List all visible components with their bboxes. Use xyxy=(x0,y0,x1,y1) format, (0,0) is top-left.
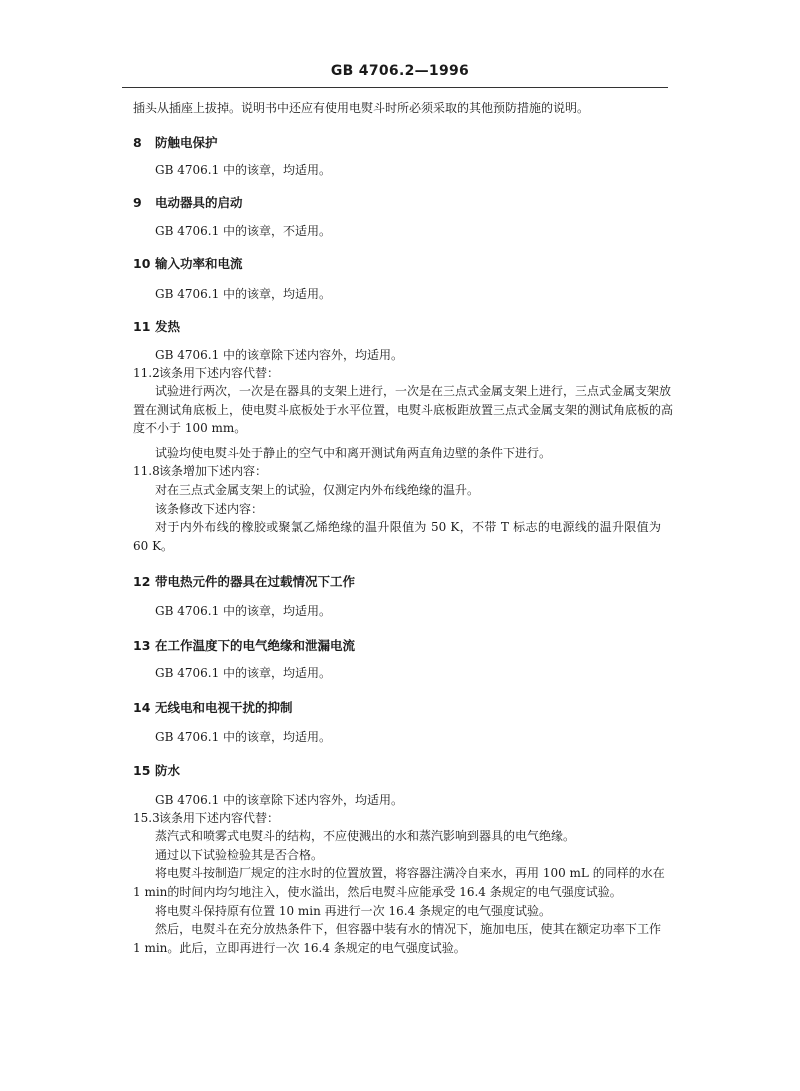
body-text-line: 蒸汽式和喷雾式电熨斗的结构，不应使溅出的水和蒸汽影响到器具的电气绝缘。 xyxy=(155,829,576,843)
clause-number: 15.3 xyxy=(133,811,160,825)
body-text-line: 将电熨斗保持原有位置 10 min 再进行一次 16.4 条规定的电气强度试验。 xyxy=(155,904,552,918)
body-text-line: 对于内外布线的橡胶或聚氯乙烯绝缘的温升限值为 50 K，不带 T 标志的电源线的温升限值为 xyxy=(155,520,661,534)
section-heading xyxy=(133,196,243,210)
section-title: 无线电和电视干扰的抑制 xyxy=(155,700,293,715)
body-text-line: 1 min。此后，立即再进行一次 16.4 条规定的电气强度试验。 xyxy=(133,941,466,955)
section-number: 10 xyxy=(133,256,151,271)
body-text-line: GB 4706.1 中的该章，均适用。 xyxy=(155,163,332,177)
section-title: 在工作温度下的电气绝缘和泄漏电流 xyxy=(155,638,356,653)
body-text-line: 度不小于 100 mm。 xyxy=(133,421,247,435)
section-title: 输入功率和电流 xyxy=(155,256,243,271)
section-number: 14 xyxy=(133,700,151,715)
body-text-line: GB 4706.1 中的该章，不适用。 xyxy=(155,224,332,238)
body-text-line: 置在测试角底板上，使电熨斗底板处于水平位置，电熨斗底板距放置三点式金属支架的测试角底板的高 xyxy=(133,403,674,417)
section-title: 防触电保护 xyxy=(155,135,218,150)
body-text-line: GB 4706.1 中的该章，均适用。 xyxy=(155,730,332,744)
body-text-line: 试验进行两次，一次是在器具的支架上进行，一次是在三点式金属支架上进行，三点式金属支架放 xyxy=(155,384,672,398)
clause-text: 该条增加下述内容： xyxy=(159,464,268,478)
section-heading xyxy=(133,639,355,653)
body-text-line: GB 4706.1 中的该章，均适用。 xyxy=(155,604,332,618)
clause-text: 该条用下述内容代替： xyxy=(159,366,280,380)
section-heading xyxy=(133,136,218,150)
section-heading xyxy=(133,701,293,715)
body-text-line: 60 K。 xyxy=(133,539,174,553)
clause-line xyxy=(133,464,267,478)
section-title: 防水 xyxy=(155,763,181,778)
clause-number: 11.8 xyxy=(133,464,160,478)
body-text-line: 该条修改下述内容： xyxy=(155,502,264,516)
section-heading xyxy=(133,257,243,271)
clause-text: 该条用下述内容代替： xyxy=(159,811,280,825)
section-number: 15 xyxy=(133,763,151,778)
body-text-line: GB 4706.1 中的该章，均适用。 xyxy=(155,287,332,301)
section-heading xyxy=(133,320,180,334)
clause-line xyxy=(133,811,279,825)
section-heading xyxy=(133,764,180,778)
clause-number: 11.2 xyxy=(133,366,160,380)
section-title: 带电热元件的器具在过载情况下工作 xyxy=(155,574,356,589)
section-number: 8 xyxy=(133,135,142,150)
body-text-line: 插头从插座上拔掉。说明书中还应有使用电熨斗时所必须采取的其他预防措施的说明。 xyxy=(133,101,590,115)
body-text-line: 试验均使电熨斗处于静止的空气中和离开测试角两直角边壁的条件下进行。 xyxy=(155,446,552,460)
body-text-line: GB 4706.1 中的该章除下述内容外，均适用。 xyxy=(155,348,404,362)
body-text-line: GB 4706.1 中的该章除下述内容外，均适用。 xyxy=(155,793,404,807)
body-text-line: 1 min的时间内均匀地注入，使水溢出，然后电熨斗应能承受 16.4 条规定的电气强度试验。 xyxy=(133,885,622,899)
body-text-line: 对在三点式金属支架上的试验，仅测定内外布线绝缘的温升。 xyxy=(155,483,480,497)
body-text-line: GB 4706.1 中的该章，均适用。 xyxy=(155,666,332,680)
section-number: 11 xyxy=(133,319,151,334)
body-text-line: 通过以下试验检验其是否合格。 xyxy=(155,848,324,862)
body-text-line: 然后，电熨斗在充分放热条件下，但容器中装有水的情况下，施加电压，使其在额定功率下工作 xyxy=(155,922,661,936)
section-number: 12 xyxy=(133,574,151,589)
section-title: 发热 xyxy=(155,319,181,334)
body-text-line: 将电熨斗按制造厂规定的注水时的位置放置，将容器注满冷自来水，再用 100 mL 的同样的水在 xyxy=(155,866,665,880)
section-number: 9 xyxy=(133,195,142,210)
standard-code-header: GB 4706.2—1996 xyxy=(330,63,470,79)
section-heading xyxy=(133,575,355,589)
section-number: 13 xyxy=(133,638,151,653)
clause-line xyxy=(133,366,279,380)
section-title: 电动器具的启动 xyxy=(155,195,243,210)
